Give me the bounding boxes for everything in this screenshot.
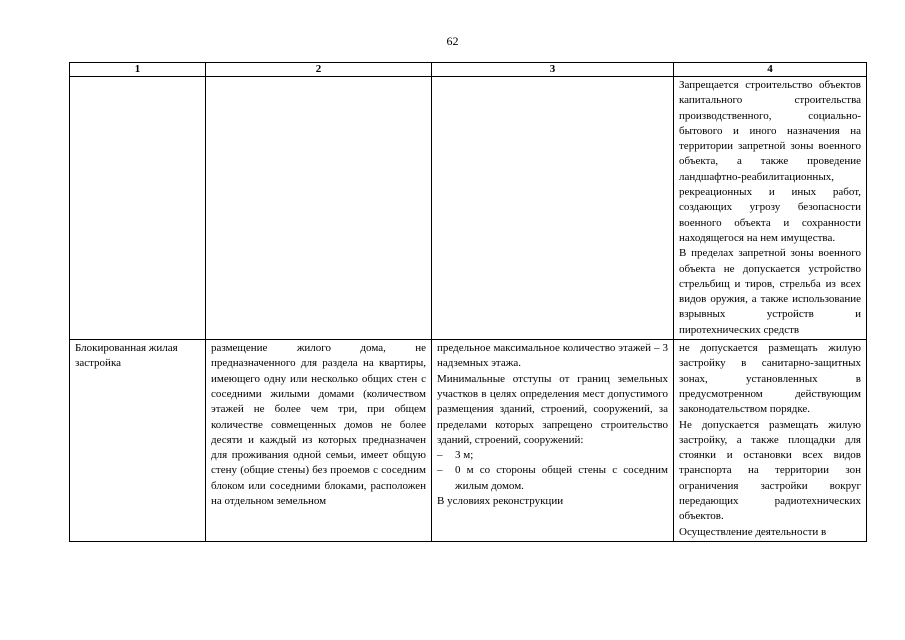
restriction-paragraph: Не допускается размещать жилую застройку, а также площадки для стоянки и остановки всех видов транспорта на территории зон ограничения застройки вокруг передающих радиотехнических объектов. [679, 418, 861, 523]
table-header-row [70, 63, 867, 77]
restriction-paragraph: не допускается размещать жилую застройку в санитарно-защитных зонах, установленных в предусмотренном действующим законодательством порядке. [679, 342, 861, 416]
restrictions-cell [674, 340, 867, 542]
column-header: 1 [70, 63, 206, 77]
list-item: – 0 м со стороны общей стены с соседним жилым домом. [437, 463, 668, 494]
table-cell [674, 77, 867, 340]
page-number: 62 [446, 34, 459, 48]
land-use-description-cell: размещение жилого дома, не предназначенного для раздела на квартиры, имеющего одну или несколько общих стен с соседними жилыми домами (количеством этажей не более чем три, при общем количестве совмещенных домов не более десяти и каждый из которых предназначен для проживания одной семьи, имеет общую стену (общие стены) без проемов с соседним блоком или соседними блоками, расположен на отдельном земельном [206, 340, 432, 542]
table-cell [432, 77, 674, 340]
regulations-table [69, 62, 867, 542]
table-cell [206, 77, 432, 340]
parameter-paragraph: предельное максимальное количество этажей – 3 надземных этажа. [437, 342, 668, 370]
setback-list [437, 448, 668, 494]
column-header: 2 [206, 63, 432, 77]
parameter-paragraph: Минимальные отступы от границ земельных участков в целях определения мест допустимого размещения зданий, строений, сооружений, за пределами которых запрещено строительство зданий, строений, сооружений: [437, 372, 668, 446]
column-header: 3 [432, 63, 674, 77]
list-item: – 3 м; [437, 448, 668, 463]
parameter-paragraph: В условиях реконструкции [437, 495, 564, 508]
land-use-type-cell: Блокированная жилая застройка [70, 340, 206, 542]
table-row [70, 340, 867, 542]
restriction-paragraph: Запрещается строительство объектов капитального строительства производственного, социально-бытового и иного назначения на территории запретной зоны военного объекта, а также проведение ландшафтно-реабилитационных, рекреационных и иных работ, создающих угрозу безопасности военного объекта и сохранности находящегося на нем имущества. [679, 79, 861, 244]
restriction-paragraph: В пределах запретной зоны военного объекта не допускается устройство стрельбищ и тиров, стрельба из всех видов оружия, а также использование взрывных устройств и пиротехнических средств [679, 247, 861, 336]
column-header: 4 [674, 63, 867, 77]
table-row [70, 77, 867, 340]
parameters-cell [432, 340, 674, 542]
restriction-paragraph: Осуществление деятельности в [679, 525, 827, 538]
table-cell [70, 77, 206, 340]
